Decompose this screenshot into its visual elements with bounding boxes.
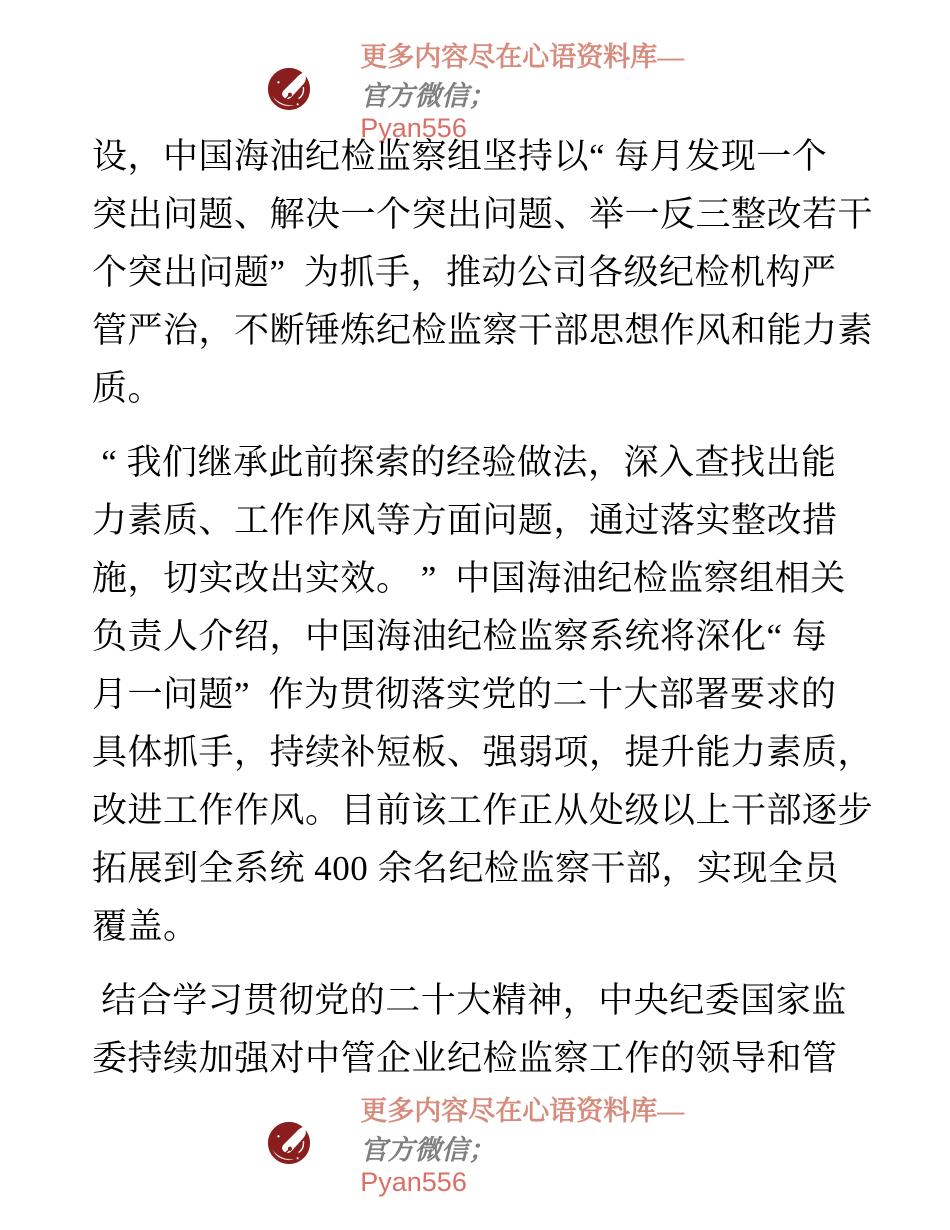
text-line: “ 我们继承此前探索的经验做法，深入查找出能 bbox=[92, 443, 837, 482]
text-line: 管严治，不断锤炼纪检监察干部思想作风和能力素 bbox=[92, 311, 874, 350]
text-line: 覆盖。 bbox=[92, 907, 199, 946]
text-line: 结合学习贯彻党的二十大精神，中央纪委国家监 bbox=[92, 981, 847, 1020]
text-line: 负责人介绍，中国海油纪检监察系统将深化“ 每 bbox=[92, 617, 828, 656]
text-line: 改进工作作风。目前该工作正从处级以上干部逐步 bbox=[92, 791, 874, 830]
header-wechat-id: Pyan556 bbox=[360, 112, 467, 143]
text-line: 突出问题、解决一个突出问题、举一反三整改若干 bbox=[92, 195, 874, 234]
header-brand-text: 更多内容尽在心语资料库— bbox=[360, 41, 685, 72]
text-line: 施，切实改出实效。 ” 中国海油纪检监察组相关 bbox=[92, 559, 846, 598]
page-footer-watermark bbox=[0, 1095, 950, 1197]
brand-logo-icon bbox=[266, 1120, 312, 1166]
footer-brand-text: 更多内容尽在心语资料库— bbox=[360, 1095, 685, 1126]
paragraph-2 bbox=[92, 434, 874, 956]
text-line: 拓展到全系统 400 余名纪检监察干部，实现全员 bbox=[92, 849, 840, 888]
paragraph-1 bbox=[92, 128, 874, 418]
footer-wechat-id: Pyan556 bbox=[360, 1166, 467, 1197]
brand-logo-icon bbox=[266, 66, 312, 112]
document-body bbox=[92, 128, 874, 1088]
text-line: 委持续加强对中管企业纪检监察工作的领导和管 bbox=[92, 1039, 838, 1078]
page-header-watermark bbox=[0, 41, 950, 143]
text-line: 设，中国海油纪检监察组坚持以“ 每月发现一个 bbox=[92, 137, 828, 176]
footer-watermark-text bbox=[320, 1058, 685, 1229]
text-line: 力素质、工作作风等方面问题，通过落实整改措 bbox=[92, 501, 838, 540]
text-line: 月一问题” 作为贯彻落实党的二十大部署要求的 bbox=[92, 675, 837, 714]
footer-wechat-label: 官方微信； bbox=[360, 1134, 496, 1165]
text-line: 个突出问题” 为抓手，推动公司各级纪检机构严 bbox=[92, 253, 837, 292]
text-line: 质。 bbox=[92, 369, 164, 408]
text-line: 具体抓手，持续补短板、强弱项，提升能力素质， bbox=[92, 733, 874, 772]
header-wechat-label: 官方微信； bbox=[360, 80, 496, 111]
